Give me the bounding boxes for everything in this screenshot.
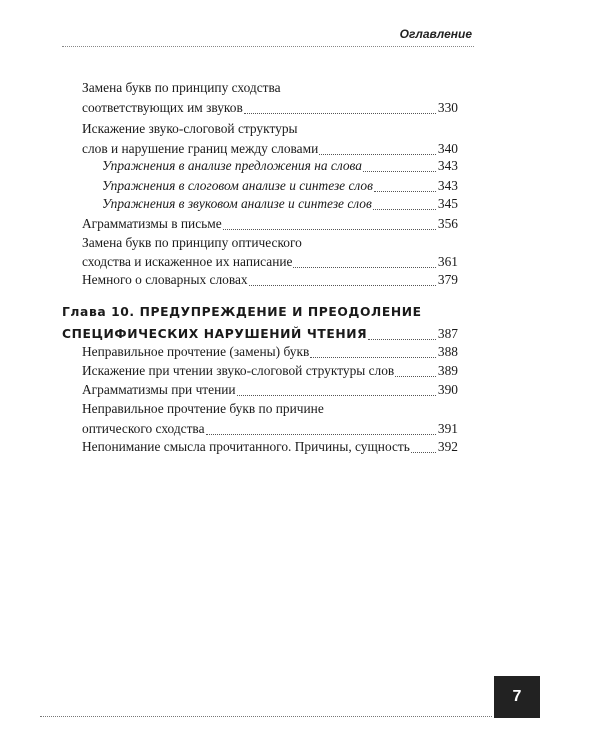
- toc-entry: [82, 344, 458, 360]
- toc-entry-page: 391: [437, 421, 458, 436]
- toc-entry-text: Искажение при чтении звуко-слоговой структуры слов: [82, 363, 395, 378]
- toc-entry-line: Неправильное прочтение букв по причине: [82, 401, 324, 416]
- toc-entry-text: Немного о словарных словах: [82, 272, 248, 287]
- header-rule: [62, 46, 474, 47]
- toc-entry-text: Аграмматизмы при чтении: [82, 382, 236, 397]
- toc-entry-text: Неправильное прочтение (замены) букв: [82, 344, 310, 359]
- toc-entry-text: Упражнения в слоговом анализе и синтезе слов: [102, 178, 373, 193]
- leader-dots: [363, 168, 436, 172]
- header-title: Оглавление: [399, 27, 472, 41]
- toc-entry: [82, 382, 458, 398]
- toc-entry: [82, 254, 458, 270]
- leader-dots: [244, 110, 436, 114]
- toc-entry-page: 343: [437, 158, 458, 173]
- chapter-heading-row: [62, 326, 458, 342]
- toc-entry-page: 356: [437, 216, 458, 231]
- page-number: 7: [512, 688, 522, 705]
- leader-dots: [368, 336, 436, 340]
- toc-entry-line: Замена букв по принципу оптического: [82, 235, 302, 250]
- chapter-page: 387: [437, 326, 458, 341]
- toc-entry-line: Искажение звуко-слоговой структуры: [82, 121, 298, 136]
- toc-entry-text: оптического сходства: [82, 421, 205, 436]
- toc-entry-page: 340: [437, 141, 458, 156]
- leader-dots: [223, 226, 436, 230]
- toc-entry-text: сходства и искаженное их написание: [82, 254, 293, 269]
- toc-entry-page: 361: [437, 254, 458, 269]
- toc-entry-page: 388: [437, 344, 458, 359]
- toc-entry-text: Упражнения в звуковом анализе и синтезе слов: [102, 196, 372, 211]
- toc-entry: [82, 216, 458, 232]
- chapter-heading-text: СПЕЦИФИЧЕСКИХ НАРУШЕНИЙ ЧТЕНИЯ: [62, 327, 368, 341]
- leader-dots: [249, 282, 436, 286]
- toc-entry-line: Замена букв по принципу сходства: [82, 80, 281, 95]
- toc-entry: [82, 363, 458, 379]
- toc-entry-page: 389: [437, 363, 458, 378]
- toc-entry-text: соответствующих им звуков: [82, 100, 243, 115]
- leader-dots: [395, 373, 436, 377]
- toc-entry-text: Аграмматизмы в письме: [82, 216, 222, 231]
- leader-dots: [237, 392, 436, 396]
- toc-subentry: [102, 158, 458, 174]
- toc-subentry: [102, 196, 458, 212]
- chapter-heading: Глава 10. ПРЕДУПРЕЖДЕНИЕ И ПРЕОДОЛЕНИЕ: [62, 305, 422, 319]
- toc-entry: [82, 439, 458, 455]
- leader-dots: [373, 206, 436, 210]
- footer-rule: [40, 716, 492, 717]
- toc-entry-page: 343: [437, 178, 458, 193]
- toc-entry-page: 379: [437, 272, 458, 287]
- leader-dots: [319, 151, 436, 155]
- leader-dots: [411, 449, 436, 453]
- toc-entry: [82, 272, 458, 288]
- toc-entry-text: Непонимание смысла прочитанного. Причины, сущность: [82, 439, 410, 454]
- toc-entry-page: 330: [437, 100, 458, 115]
- toc-entry-page: 345: [437, 196, 458, 211]
- toc-entry-text: слов и нарушение границ между словами: [82, 141, 319, 156]
- toc-subentry: [102, 178, 458, 194]
- leader-dots: [374, 188, 436, 192]
- leader-dots: [310, 354, 436, 358]
- page-number-badge: [494, 676, 540, 718]
- toc-entry: [82, 141, 458, 157]
- toc-entry-page: 392: [437, 439, 458, 454]
- toc-entry: [82, 100, 458, 116]
- leader-dots: [206, 431, 436, 435]
- toc-entry-text: Упражнения в анализе предложения на слова: [102, 158, 362, 173]
- leader-dots: [293, 264, 435, 268]
- toc-entry-page: 390: [437, 382, 458, 397]
- toc-entry: [82, 421, 458, 437]
